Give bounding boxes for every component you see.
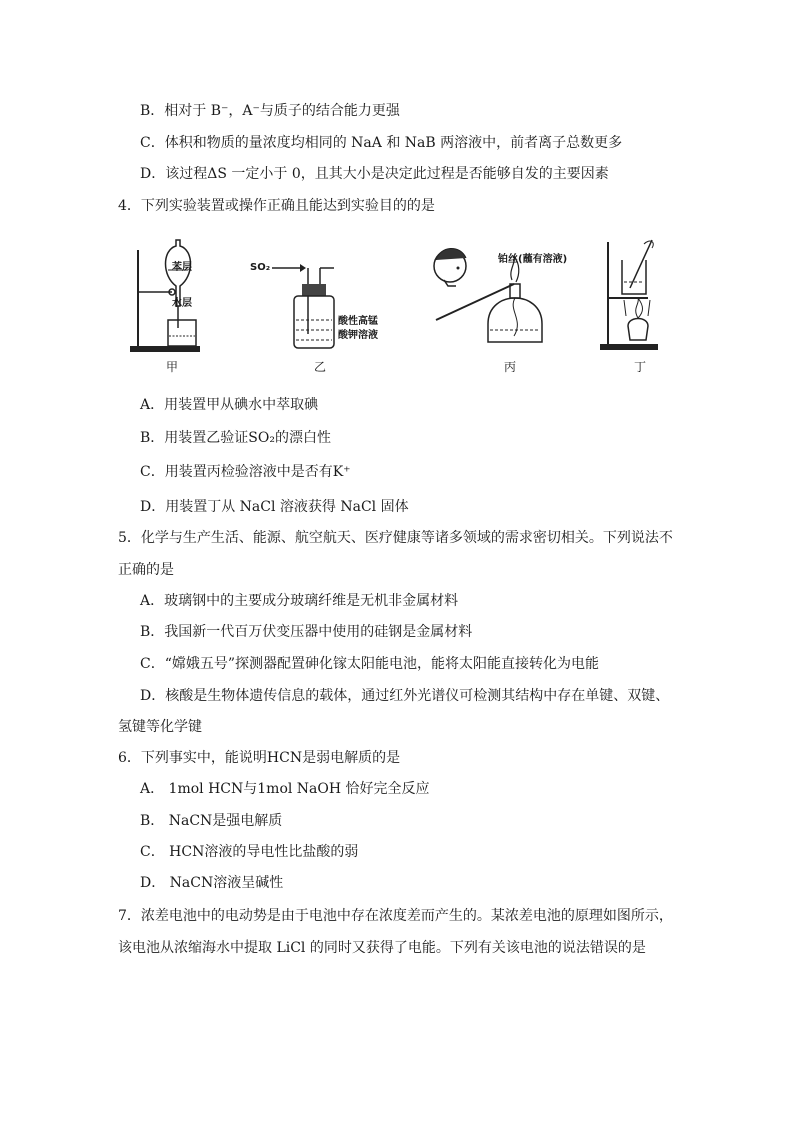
q5-option-b: B．我国新一代百万伏变压器中使用的硅钢是金属材料 [140, 624, 473, 640]
q6-option-a: A． 1mol HCN与1mol NaOH 恰好完全反应 [140, 781, 430, 797]
q6-stem: 6．下列事实中，能说明HCN是弱电解质的是 [118, 750, 401, 766]
figure-bing-note: 铂丝(蘸有溶液) [498, 254, 568, 265]
figure-yi-gas-label: SO₂ [250, 262, 271, 273]
q5-option-d-line1: D．核酸是生物体遗传信息的载体，通过红外光谱仪可检测其结构中存在单键、双键、 [140, 688, 670, 704]
q5-stem-line2: 正确的是 [118, 562, 174, 578]
q4-option-b: B．用装置乙验证SO₂的漂白性 [140, 430, 331, 446]
q3-option-c: C．体积和物质的量浓度均相同的 NaA 和 NaB 两溶液中，前者离子总数更多 [140, 135, 623, 151]
figure-jia-caption: 甲 [166, 360, 179, 374]
q4-stem: 4．下列实验装置或操作正确且能达到实验目的的是 [118, 198, 435, 214]
figure-jia-top-layer-label: 苯层 [172, 262, 192, 273]
figure-yi-caption: 乙 [314, 360, 327, 374]
q5-option-c: C．“嫦娥五号”探测器配置砷化镓太阳能电池，能将太阳能直接转化为电能 [140, 656, 600, 672]
q4-option-a: A．用装置甲从碘水中萃取碘 [140, 397, 319, 413]
figure-jia-separatory-funnel [128, 236, 208, 356]
q7-stem-line2: 该电池从浓缩海水中提取 LiCl 的同时又获得了电能。下列有关该电池的说法错误的是 [118, 940, 646, 956]
figure-yi-solution-label-2: 酸钾溶液 [338, 330, 378, 341]
q6-option-b: B． NaCN是强电解质 [140, 813, 283, 829]
q5-option-a: A．玻璃钢中的主要成分玻璃纤维是无机非金属材料 [140, 593, 459, 609]
q4-option-d: D．用装置丁从 NaCl 溶液获得 NaCl 固体 [140, 499, 409, 515]
q5-option-d-line2: 氢键等化学键 [118, 719, 202, 735]
q6-option-c: C． HCN溶液的导电性比盐酸的弱 [140, 844, 359, 860]
figure-ding-evaporation [594, 236, 664, 354]
q3-option-b: B．相对于 B⁻，A⁻与质子的结合能力更强 [140, 103, 400, 119]
q3-option-d: D．该过程ΔS 一定小于 0，且其大小是决定此过程是否能够自发的主要因素 [140, 166, 609, 182]
figure-bing-caption: 丙 [504, 360, 517, 374]
q7-stem-line1: 7．浓差电池中的电动势是由于电池中存在浓度差而产生的。某浓差电池的原理如图所示， [118, 908, 673, 924]
figure-jia-bottom-layer-label: 水层 [172, 298, 192, 309]
q4-option-c: C．用装置丙检验溶液中是否有K⁺ [140, 464, 351, 480]
q5-stem-line1: 5．化学与生产生活、能源、航空航天、医疗健康等诸多领域的需求密切相关。下列说法不 [118, 530, 673, 546]
figure-ding-caption: 丁 [634, 360, 647, 374]
q6-option-d: D． NaCN溶液呈碱性 [140, 875, 284, 891]
figure-yi-solution-label-1: 酸性高锰 [338, 316, 378, 327]
